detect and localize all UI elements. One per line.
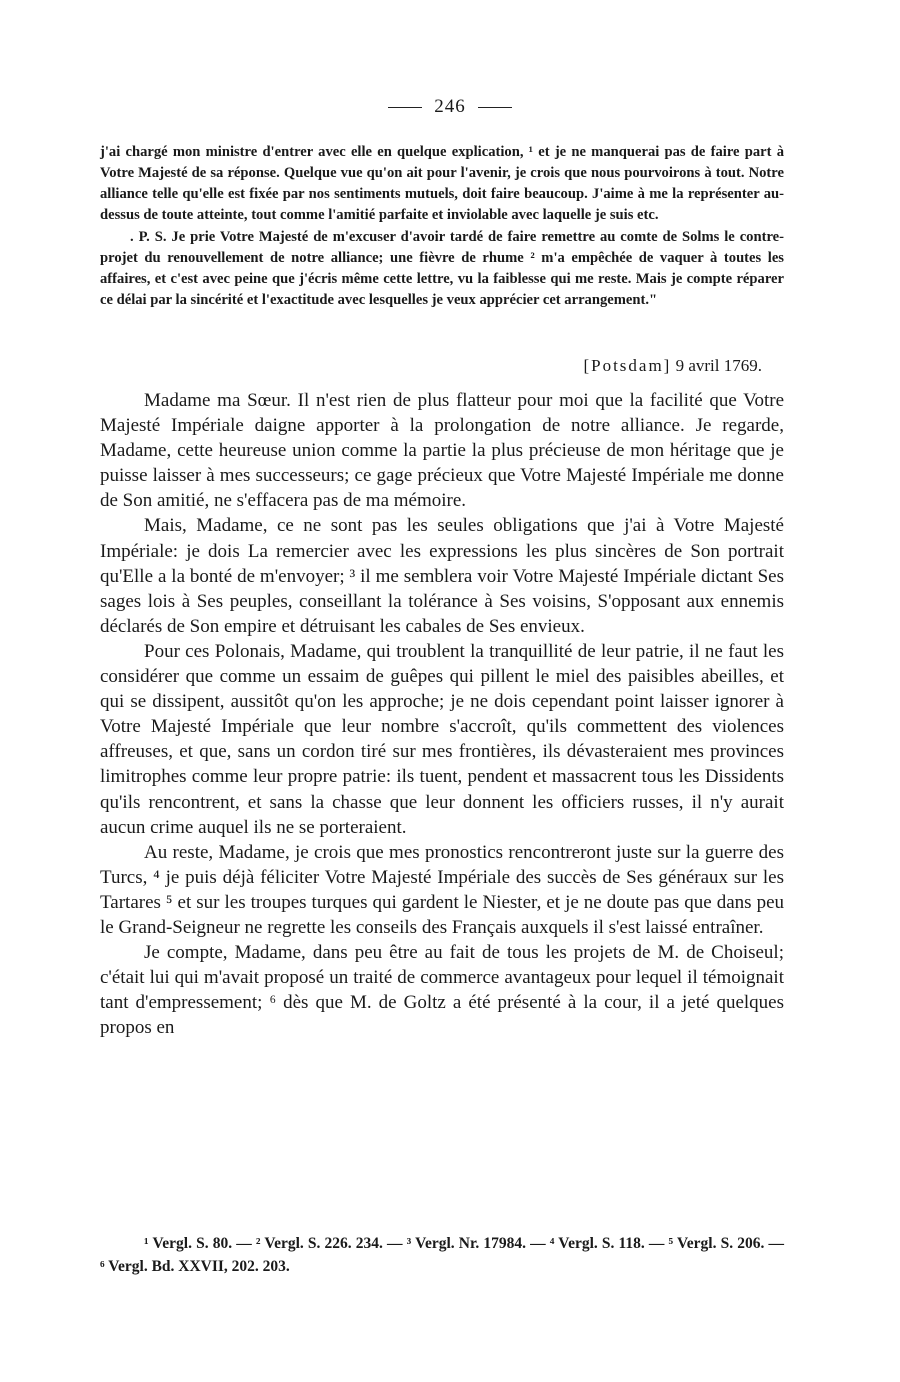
body-paragraph: Au reste, Madame, je crois que mes pronostics rencontreront juste sur la guerre des Turcs, ⁴ je puis déjà féliciter Votre Majesté Impériale des succès de Ses généraux sur les Tartares ⁵ et sur les troupes turques qui gardent le Niester, et je ne doute pas que dans peu le Grand-Seigneur ne regrette les conseils des Français auxquels il s'est laissé entraîner. [100,841,784,938]
body-paragraph: Pour ces Polonais, Madame, qui troublent la tranquillité de leur patrie, il ne faut les considérer que comme un essaim de guêpes qui pillent le miel des paisibles abeilles, et qui se dissipent, aussitôt qu'on les approche; je ne dois cependant point laisser ignorer à Votre Majesté Impériale que leur nombre s'accroît, qu'ils commettent des violences affreuses, et que, sans un cordon tiré sur mes frontières, ils dévasteraient mes provinces limitrophes comme leur propre patrie: ils tuent, pendent et massacrent tous les Dissidents qu'ils rencontrent, et sans la chasse que leur donnent les officiers russes, il n'y aurait aucun crime auquel ils ne se porteraient. [100,640,784,838]
dateline-date: 9 avril 1769. [675,356,762,375]
dateline-place: [Potsdam] [583,356,672,375]
body-paragraph: Je compte, Madame, dans peu être au fait de tous les projets de M. de Choiseul; c'était lui qui m'avait proposé un traité de commerce avantageux pour lequel il témoignait tant d'empressement; ⁶ dès que M. de Goltz a été présenté à la cour, il a jeté quelques propos en [100,942,784,1039]
footnotes: ¹ Vergl. S. 80. — ² Vergl. S. 226. 234. — ³ Vergl. Nr. 17984. — ⁴ Vergl. S. 118. — ⁵ Vergl. S. 206. — ⁶ Vergl. Bd. XXVII, 202. 203. [100,1235,784,1275]
dateline [583,356,762,376]
header-dash-left [388,107,422,108]
page-number: 246 [434,96,466,117]
letter-continuation [100,142,784,311]
body-paragraph: Mais, Madame, ce ne sont pas les seules obligations que j'ai à Votre Majesté Impériale: je dois La remercier avec les expressions les plus sincères de Son portrait qu'Elle a la bonté de m'envoyer; ³ il me semblera voir Votre Majesté Impériale dictant Ses sages lois à Ses peuples, conseillant la tolérance à Ses voisins, S'opposant aux ennemis déclarés de Son empire et détruisant les cabales de Ses envieux. [100,515,784,637]
body-paragraph: Madame ma Sœur. Il n'est rien de plus flatteur pour moi que la facilité que Votre Majesté Impériale daigne apporter à la prolongation de notre alliance. Je regarde, Madame, cette heureuse union comme la partie la plus précieuse de mon héritage que je puisse laisser à mes successeurs; ce gage précieux que Votre Majesté Impériale me donne de Son amitié, ne s'effacera pas de ma mémoire. [100,390,784,512]
postscript-paragraph: . P. S. Je prie Votre Majesté de m'excuser d'avoir tardé de faire remettre au comte de Solms le contre-projet du renouvellement de notre alliance; une fièvre de rhume ² m'a empêchée de vaquer à toutes les affaires, et c'est avec peine que j'écris même cette lettre, vu la faiblesse qui me reste. Mais je compte réparer ce délai par la sincérité et l'exactitude avec lesquelles je veux apprécier cet arrangement." [100,229,784,308]
header-dash-right [478,107,512,108]
continuation-paragraph: j'ai chargé mon ministre d'entrer avec elle en quelque explication, ¹ et je ne manquerai pas de faire part à Votre Majesté de sa réponse. Quelque vue qu'on ait pour l'avenir, je crois que nous pourvoirons à tout. Notre alliance telle qu'elle est fixée par nos sentiments mutuels, doit faire beaucoup. J'aime à me la représenter au-dessus de toute atteinte, tout comme l'amitié parfaite et inviolable avec laquelle je suis etc. [100,144,784,223]
letter-body [100,388,784,1040]
page-header [0,96,900,118]
